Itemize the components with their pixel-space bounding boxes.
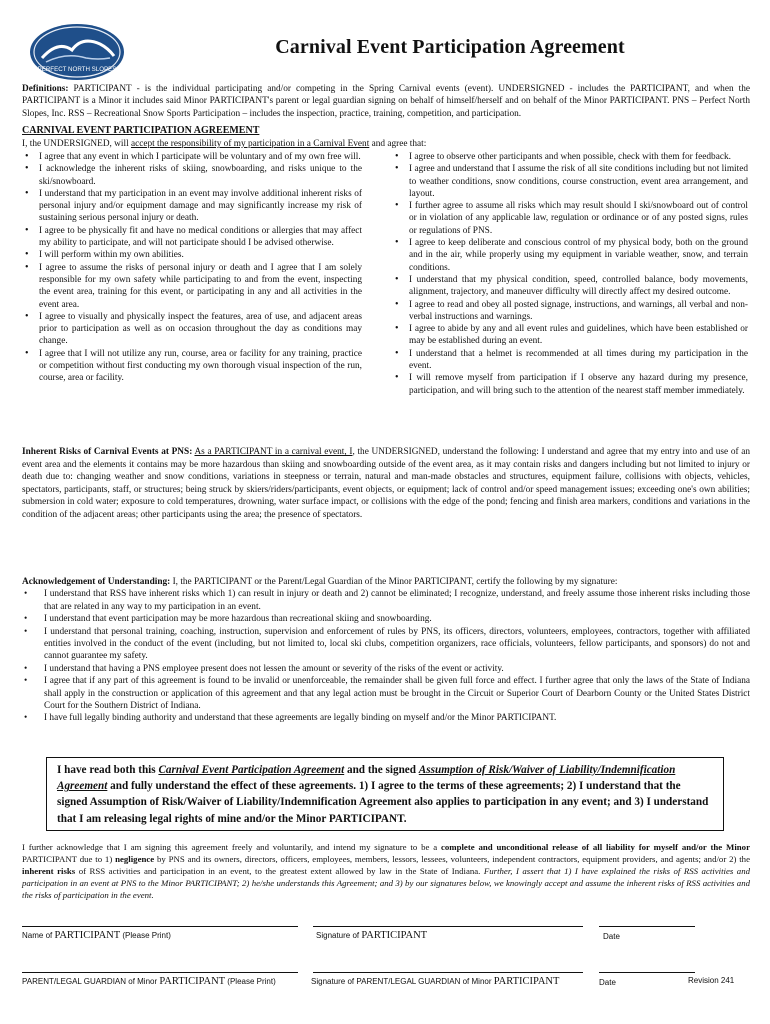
guardian-name-line[interactable] [22, 972, 298, 973]
list-item: • I agree to observe other participants and when possible, check with them for feedback. [392, 151, 748, 163]
inherent-text: , the UNDERSIGNED, understand the following: I understand and agree that my entry into and use of an event area and the elements it contains may be more hazardous than skiing and snowboarding outside of the event area, as it may contain risks and dangers including but not limited to injury or death due to: changing weather and snow conditions, variations in steepness or terrain, natural and man-made obstacles and structures, equipment failure, collisions with objects, vehicles, spectators, participants, staff, or structures; being struck by skiers/riders/participants, event objects, or equipment; lack of control and/or speed management issues; exceeding one's own abilities; submersion in cold water; exposure to cold temperatures, drowning, water surface impact, or collisions with the edge of the pond; fencing and finish area markers, conditions and variations in the condition of the adjacent areas; other participants using the area; the presence of spectators. [22, 447, 751, 520]
list-item: • I further agree to assume all risks which may result should I ski/snowboard out of control or in violation of any applicable law, regulation or ordinance or of any posted signs, rules or regulations of PNS. [392, 200, 748, 237]
list-item: • I understand that my physical condition, speed, controlled balance, body movements, alignment, trajectory, and maneuver difficulty will directly affect my desired outcome. [392, 274, 748, 299]
further-bold-3: inherent risks [22, 866, 76, 876]
further-text-4: of RSS activities and participation in an event, to the greatest extent allowed by law in the State of Indiana. [75, 866, 484, 876]
list-item: • I understand that having a PNS employee present does not lessen the amount or severity of the risks of the event or activity. [22, 663, 750, 675]
definitions-label: Definitions: [22, 84, 69, 94]
guardian-signature-label: Signature of PARENT/LEGAL GUARDIAN of Minor PARTICIPANT [311, 976, 560, 987]
further-text-2: PARTICIPANT due to 1) [22, 854, 116, 864]
ack-text: I, the PARTICIPANT or the Parent/Legal Guardian of the Minor PARTICIPANT, certify the following by my signature: [170, 577, 618, 587]
section-heading: CARNIVAL EVENT PARTICIPATION AGREEMENT [22, 125, 260, 136]
intro-underlined: accept the responsibility of my participation in a Carnival Event [130, 139, 370, 149]
list-item: • I agree to assume the risks of personal injury or death and I agree that I am solely responsible for my own safety while participating to and from the event, inspecting the event area, training for this event, or participating in any and all activities in the event area. [22, 262, 362, 311]
list-item: • I will perform within my own abilities. [22, 249, 362, 261]
box-title-2: Assumption of Risk/Waiver of Liability/Indemnification Agreement [57, 764, 676, 793]
participant-signature-line[interactable] [313, 926, 583, 927]
guardian-name-label: PARENT/LEGAL GUARDIAN of Minor PARTICIPANT (Please Print) [22, 976, 276, 987]
list-item: • I understand that personal training, coaching, instruction, supervision and enforcement of rules by PNS, its officers, directors, volunteers, employees, contractors, together with affiliated entities involved in the conduct of the event (including, but not limited to, local ski clubs, competition organizers, race officials, volunteers, fellow participants, and sponsors) do not and cannot guarantee my safety. [22, 626, 750, 663]
list-item: • I understand that a helmet is recommended at all times during my participation in the event. [392, 348, 748, 373]
participant-name-line[interactable] [22, 926, 298, 927]
list-item: • I understand that event participation may be more hazardous than recreational skiing and snowboarding. [22, 613, 750, 625]
section-intro [22, 138, 750, 150]
definitions [22, 83, 750, 120]
right-column [392, 151, 748, 397]
further-bold-2: negligence [115, 854, 155, 864]
further-bold-1: complete and unconditional release of all liability for myself and/or the Minor [440, 842, 750, 852]
intro-end: and agree that: [369, 139, 427, 149]
list-item: • I acknowledge the inherent risks of skiing, snowboarding, and risks unique to the ski/snowboard. [22, 163, 362, 188]
list-item: • I agree that I will not utilize any run, course, area or facility for any training, practice or competition without first conducting my own thorough visual inspection of the run, course, area or facility. [22, 348, 362, 385]
inherent-underlined: As a PARTICIPANT in a carnival event, I [194, 447, 353, 457]
ack-lead: Acknowledgement of Understanding: [22, 577, 171, 587]
list-item: • I agree and understand that I assume the risk of all site conditions including but not limited to weather conditions, snow conditions, course construction, event area arrangement, and layout. [392, 163, 748, 200]
list-item: • I agree to keep deliberate and conscious control of my physical body, both on the ground and in the air, while properly using my equipment in variable weather, snow, and terrain conditions. [392, 237, 748, 274]
list-item: • I agree to be physically fit and have no medical conditions or allergies that may affect my ability to participate, and will not participate should I be advised otherwise. [22, 225, 362, 250]
revision-label: Revision 241 [688, 976, 735, 985]
list-item: • I understand that RSS have inherent risks which 1) can result in injury or death and 2) cannot be eliminated; I recognize, understand, and freely assume those inherent risks including those that are related in any way to my participation in an event. [22, 588, 750, 613]
box-title-1: Carnival Event Participation Agreement [158, 764, 345, 776]
inherent-risks [22, 446, 750, 522]
participant-signature-label: Signature of PARTICIPANT [316, 930, 428, 941]
logo-text: PERFECT NORTH SLOPES [37, 66, 117, 73]
page-title: Carnival Event Participation Agreement [275, 36, 625, 58]
participant-name-label: Name of PARTICIPANT (Please Print) [22, 930, 171, 941]
participant-date-label: Date [603, 932, 620, 941]
perfect-north-slopes-logo [28, 22, 126, 82]
further-italic: Further, I assert that 1) I have explained the risks of RSS activities and participation in an event at PNS to the Minor PARTICIPANT; 2) he/she understands this Agreement; and 3) by our signatures below, we knowingly accept and assume the inherent risks of RSS activities and the risks of participation in the event. [22, 866, 750, 900]
list-item: • I agree that any event in which I participate will be voluntary and of my own free will. [22, 151, 362, 163]
intro-start: I, the UNDERSIGNED, will [22, 139, 131, 149]
left-column [22, 151, 362, 385]
guardian-date-line[interactable] [599, 972, 695, 973]
further-text-3: by PNS and its owners, directors, officers, employees, members, lessors, lessees, volunteers, independent contractors, equipment providers, and agents; and/or 2) the [154, 854, 750, 864]
guardian-signature-line[interactable] [313, 972, 583, 973]
participant-date-line[interactable] [599, 926, 695, 927]
acknowledgement-box [46, 757, 724, 831]
inherent-lead: Inherent Risks of Carnival Events at PNS: [22, 447, 193, 457]
list-item: • I agree to abide by any and all event rules and guidelines, which have been established or may be established during an event. [392, 323, 748, 348]
list-item: • I understand that my participation in an event may involve additional inherent risks of personal injury and/or equipment damage and may significantly increase my risk of sustaining serious personal injury or death. [22, 188, 362, 225]
list-item: • I will remove myself from participation if I observe any hazard during my presence, participation, and will bring such to the attention of the nearest staff member immediately. [392, 372, 748, 397]
box-text-1: I have read both this [57, 764, 159, 776]
list-item: • I agree to visually and physically inspect the features, area of use, and adjacent areas prior to participation as well as on occasion throughout the day as conditions may change. [22, 311, 362, 348]
list-item: • I agree that if any part of this agreement is found to be invalid or unenforceable, the remainder shall be given full force and effect. I further agree that only the laws of the State of Indiana shall apply in the construction or application of this agreement and that any legal action must be brought in the Circuit or Superior Court of Dearborn County or the United States District Court for the Southern District of Indiana. [22, 675, 750, 712]
box-text-3: and fully understand the effect of these agreements. 1) I agree to the terms of these agreements; 2) I understand that the signed Assumption of Risk/Waiver of Liability/Indemnification Agreement also applies to participation in any event; and 3) I understand that I am releasing legal rights of mine and/or the Minor PARTICIPANT. [57, 780, 709, 825]
list-item: • I agree to read and obey all posted signage, instructions, and warnings, all verbal and non-verbal instructions and warnings. [392, 299, 748, 324]
list-item: • I have full legally binding authority and understand that these agreements are legally binding on myself and/or the Minor PARTICIPANT. [22, 712, 750, 724]
guardian-date-label: Date [599, 978, 616, 987]
further-acknowledgement [22, 841, 750, 901]
acknowledgement [22, 576, 750, 725]
box-text-2: and the signed [344, 764, 419, 776]
definitions-text: PARTICIPANT - is the individual participating and/or competing in the Spring Carnival events (event). UNDERSIGNED - includes the PARTICIPANT, and when the PARTICIPANT is a Minor it includes said Minor PARTICIPANT's parent or legal guardian signing on behalf of himself/herself and on behalf of the Minor PARTICIPANT. PNS – Perfect North Slopes, Inc. RSS – Recreational Snow Sports Participation – includes the inspection, practice, training, competition, and participation. [22, 84, 750, 119]
further-text-1: I further acknowledge that I am signing this agreement freely and voluntarily, and intend my signature to be a [22, 842, 441, 852]
